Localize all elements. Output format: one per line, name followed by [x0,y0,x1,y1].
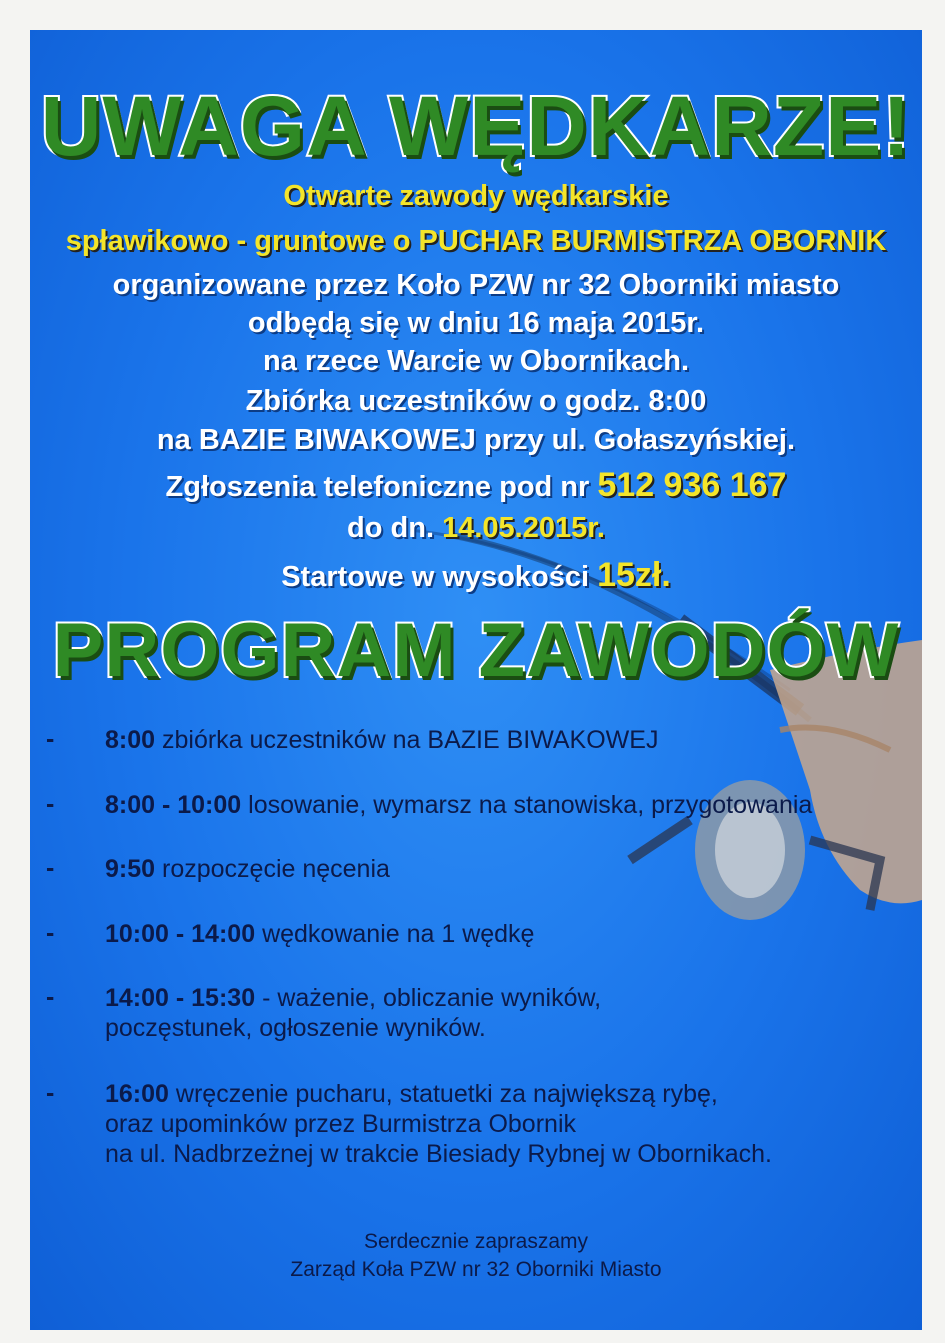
info-line-3: organizowane przez Koło PZW nr 32 Oborniki miasto [112,269,840,301]
item-time: 16:00 [105,1080,169,1108]
main-title: UWAGA WĘDKARZE! [40,79,912,173]
info-line-1: Otwarte zawody wędkarskie [283,180,669,212]
info-line-6: Zbiórka uczestników o godz. 8:00 [245,385,707,417]
item-time: 8:00 [105,726,156,754]
item-text: - ważenie, obliczanie wyników, [262,984,602,1012]
item-text-continued: na ul. Nadbrzeżnej w trakcie Biesiady Rybnej w Obornikach. [105,1140,772,1168]
bullet-dash: - [46,854,55,882]
item-text: wędkowanie na 1 wędkę [262,920,535,948]
phone-number: 512 936 167 [597,466,787,504]
poster [30,30,922,1330]
item-time: 10:00 - 14:00 [105,920,256,948]
fee-value: 15zł. [597,556,671,594]
bullet-dash: - [46,790,55,818]
item-text: losowanie, wymarsz na stanowiska, przygotowania [248,791,813,819]
program-title: PROGRAM ZAWODÓW [52,608,900,693]
info-line-7: na BAZIE BIWAKOWEJ przy ul. Gołaszyńskiej. [156,424,796,456]
info-line-4: odbędą się w dniu 16 maja 2015r. [247,307,705,339]
deadline-line [30,510,922,546]
item-time: 14:00 - 15:30 [105,984,256,1012]
item-text-continued: poczęstunek, ogłoszenie wyników. [105,1014,486,1042]
item-text-continued: oraz upominków przez Burmistrza Obornik [105,1110,576,1138]
deadline-date: 14.05.2015r. [442,512,605,544]
bullet-dash: - [46,919,55,947]
footer-invite: Serdecznie zapraszamy [363,1230,589,1253]
item-text: rozpoczęcie nęcenia [162,855,390,883]
deadline-label: do dn. [347,512,435,544]
item-time: 8:00 - 10:00 [105,791,242,819]
item-text: wręczenie pucharu, statuetki za największą rybę, [175,1080,718,1108]
phone-line [30,467,922,505]
info-line-5: na rzece Warcie w Obornikach. [262,345,690,377]
item-text: zbiórka uczestników na BAZIE BIWAKOWEJ [162,726,659,754]
info-line-2: spławikowo - gruntowe o PUCHAR BURMISTRZA OBORNIK [65,225,887,257]
fee-line [30,557,922,595]
bullet-dash: - [46,1079,55,1107]
bullet-dash: - [46,725,55,753]
phone-label: Zgłoszenia telefoniczne pod nr [165,471,590,503]
item-time: 9:50 [105,855,156,883]
bullet-dash: - [46,983,55,1011]
fee-label: Startowe w wysokości [281,561,590,593]
footer-signature: Zarząd Koła PZW nr 32 Oborniki Miasto [290,1258,662,1281]
footer [30,1228,922,1284]
